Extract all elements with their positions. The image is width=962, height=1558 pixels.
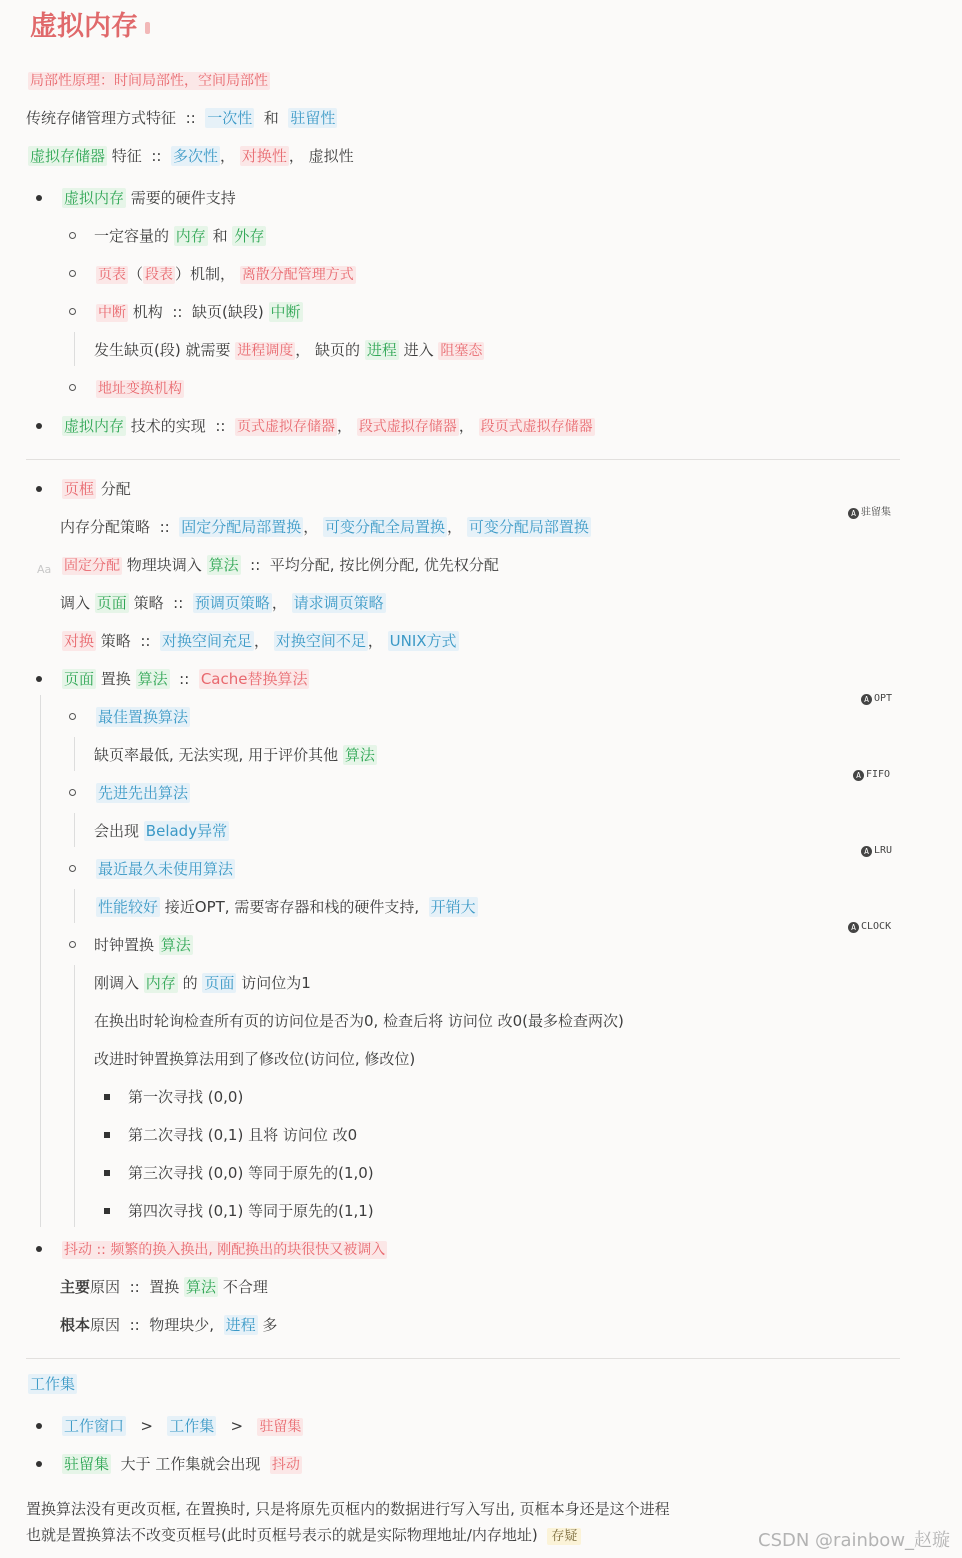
bullet-disc: [36, 195, 42, 201]
bullet-disc: [36, 1461, 42, 1467]
thrash-root-cause: 根本原因 :: 物理块少, 进程 多: [60, 1316, 278, 1334]
bullet-disc: [36, 486, 42, 492]
thrash-main-cause: 主要原因 :: 置换 算法 不合理: [60, 1278, 268, 1296]
bullet-disc: [36, 676, 42, 682]
bullet-circle: [69, 865, 76, 872]
load-strategy-line: 调入 页面 策略 :: 预调页策略 ， 请求调页策略: [60, 594, 384, 612]
clock-step-4: 第四次寻找 (0,1) 等同于原先的(1,1): [128, 1202, 374, 1220]
clock-line-1: 刚调入 内存 的 页面 访问位为1: [94, 974, 311, 992]
tag-opt: A OPT: [861, 693, 892, 705]
page-title: 虚拟内存: [30, 8, 150, 46]
hw-support-item: 虚拟内存 需要的硬件支持: [64, 189, 236, 207]
indent-bar: [40, 695, 41, 1227]
bullet-circle: [69, 384, 76, 391]
hw-item-table: 页表 （ 段表 ）机制， 离散分配管理方式: [98, 265, 354, 283]
opt-item: 最佳置换算法: [98, 708, 189, 726]
indent-bar: [74, 332, 75, 366]
tag-resident-set: A 驻留集: [848, 503, 891, 519]
opt-desc: 缺页率最低, 无法实现, 用于评价其他 算法: [94, 746, 375, 764]
clock-item: 时钟置换 算法: [94, 936, 191, 954]
footer-line-2: 也就是置换算法不改变页框号(此时页框号表示的就是实际物理地址/内存地址) 存疑: [26, 1524, 581, 1548]
doubt-tag: 存疑: [547, 1528, 581, 1545]
annotation-icon: A: [861, 694, 872, 705]
vm-feature-line: 虚拟存储器 特征 :: 多次性 ， 对换性 ， 虚拟性: [30, 147, 354, 165]
footer-line-1: 置换算法没有更改页框, 在置换时, 只是将原先页框内的数据进行写入写出, 页框本身还是这个进程: [26, 1500, 670, 1518]
locality-line: 局部性原理：时间局部性，空间局部性: [30, 73, 268, 89]
annotation-icon: A: [848, 922, 859, 933]
bullet-circle: [69, 941, 76, 948]
watermark: CSDN @rainbow_赵璇: [758, 1530, 951, 1551]
annotation-icon: A: [861, 846, 872, 857]
bullet-square: [104, 1170, 110, 1176]
clock-line-3: 改进时钟置换算法用到了修改位(访问位, 修改位): [94, 1050, 416, 1068]
traditional-line: 传统存储管理方式特征 :: 一次性 和 驻留性: [26, 109, 336, 127]
lru-item: 最近最久未使用算法: [98, 860, 234, 878]
workset-order-item: 工作窗口 > 工作集 > 驻留集: [64, 1417, 302, 1435]
frame-alloc-item: 页框 分配: [64, 480, 131, 498]
hw-item-interrupt: 中断 机构 :: 缺页(缺段) 中断: [98, 303, 301, 321]
bullet-disc: [36, 1423, 42, 1429]
hw-item-memory: 一定容量的 内存 和 外存: [94, 227, 265, 245]
bullet-circle: [69, 789, 76, 796]
bullet-circle: [69, 713, 76, 720]
fixed-alloc-line: 固定分配 物理块调入 算法 :: 平均分配, 按比例分配, 优先权分配: [64, 556, 499, 574]
annotation-icon: A: [848, 508, 859, 519]
bullet-square: [104, 1132, 110, 1138]
vm-impl-item: 虚拟内存 技术的实现 :: 页式虚拟存储器 ， 段式虚拟存储器 ， 段页式虚拟存储器: [64, 417, 593, 435]
swap-strategy-line: 对换 策略 :: 对换空间充足 ， 对换空间不足 ， UNIX方式: [64, 632, 457, 650]
page-replace-item: 页面 置换 算法 :: Cache替换算法: [64, 670, 308, 688]
clock-step-1: 第一次寻找 (0,0): [128, 1088, 244, 1106]
indent-bar: [74, 889, 75, 923]
annotation-icon: A: [853, 770, 864, 781]
tag-fifo: A FIFO: [853, 769, 890, 781]
tag-clock: A CLOCK: [848, 921, 891, 933]
bullet-circle: [69, 232, 76, 239]
fifo-desc: 会出现 Belady异常: [94, 822, 228, 840]
font-size-icon[interactable]: Aa: [37, 563, 52, 576]
alloc-strategy-line: 内存分配策略 :: 固定分配局部置换 ， 可变分配全局置换 ， 可变分配局部置换: [60, 518, 589, 536]
lru-desc: 性能较好 接近OPT, 需要寄存器和栈的硬件支持, 开销大: [98, 898, 476, 916]
bullet-square: [104, 1208, 110, 1214]
clock-step-3: 第三次寻找 (0,0) 等同于原先的(1,0): [128, 1164, 374, 1182]
hw-item-address: 地址变换机构: [98, 381, 182, 397]
indent-bar: [74, 965, 75, 1227]
bullet-square: [104, 1094, 110, 1100]
divider: [26, 459, 900, 460]
page-fault-line: 发生缺页(段) 就需要 进程调度 ， 缺页的 进程 进入 阻塞态: [94, 341, 483, 359]
bullet-circle: [69, 308, 76, 315]
thrash-item: 抖动 :: 频繁的换入换出, 刚配换出的块很快又被调入: [64, 1242, 386, 1258]
divider: [26, 1358, 900, 1359]
fifo-item: 先进先出算法: [98, 784, 189, 802]
bullet-disc: [36, 423, 42, 429]
bullet-disc: [36, 1246, 42, 1252]
clock-step-2: 第二次寻找 (0,1) 且将 访问位 改0: [128, 1126, 358, 1144]
indent-bar: [74, 813, 75, 847]
clock-line-2: 在换出时轮询检查所有页的访问位是否为0, 检查后将 访问位 改0(最多检查两次): [94, 1012, 624, 1030]
indent-bar: [74, 737, 75, 771]
workset-title: 工作集: [30, 1375, 76, 1393]
bullet-circle: [69, 270, 76, 277]
workset-thrash-item: 驻留集 大于 工作集就会出现 抖动: [64, 1455, 300, 1473]
text-cursor: [145, 22, 150, 34]
tag-lru: A LRU: [861, 845, 892, 857]
